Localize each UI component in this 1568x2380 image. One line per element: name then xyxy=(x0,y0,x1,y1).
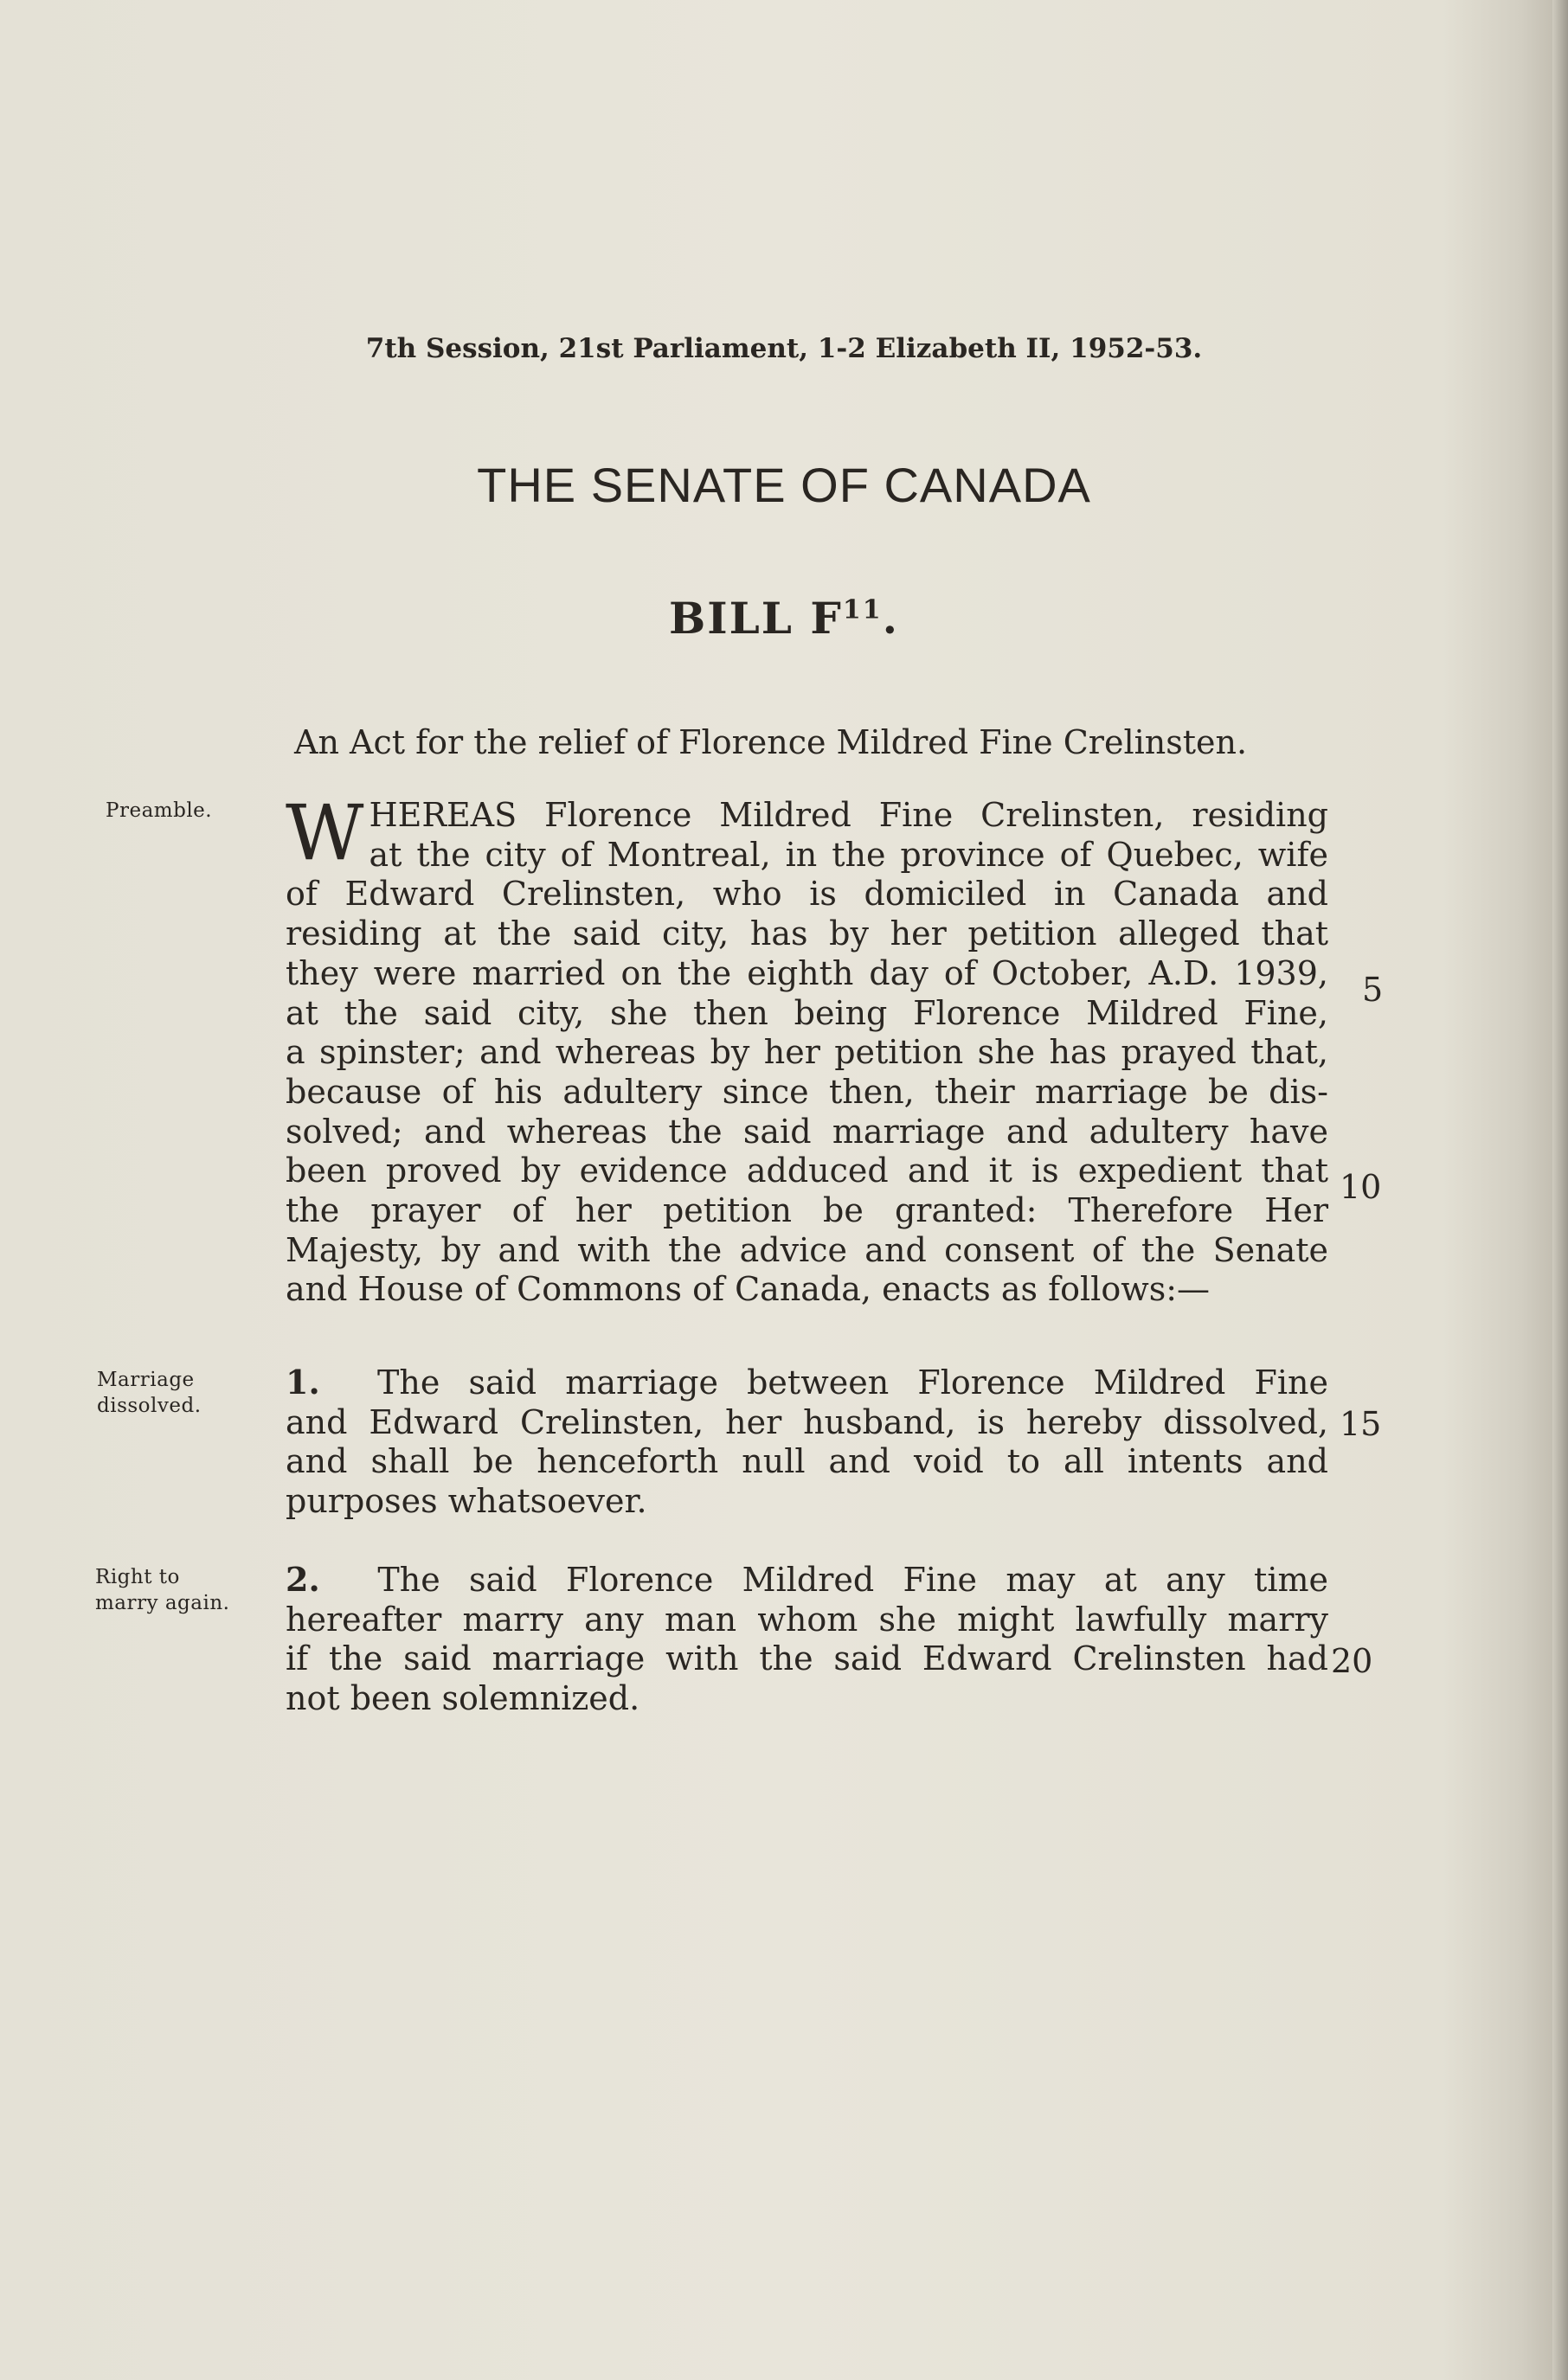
line-number: 15 xyxy=(1340,1405,1382,1443)
section-line: if the said marriage with the said Edward Crelinsten had xyxy=(286,1639,1328,1678)
section-text: The said Florence Mildred Fine may at any time xyxy=(377,1561,1328,1599)
section-1-paragraph xyxy=(286,1363,1328,1522)
preamble-line: at the city of Montreal, in the province of Quebec, wife xyxy=(369,835,1328,874)
margin-note-line: Marriage xyxy=(97,1369,195,1391)
preamble-line: a spinster; and whereas by her petition she has prayed that, xyxy=(286,1033,1328,1072)
margin-note-marriage-dissolved xyxy=(97,1367,202,1419)
margin-note-right-to-marry xyxy=(95,1564,229,1616)
section-number: 2. xyxy=(286,1560,320,1599)
preamble-line: residing at the said city, has by her petition alleged that xyxy=(286,914,1328,953)
line-number: 5 xyxy=(1362,971,1384,1009)
preamble-line: at the said city, she then being Florence Mildred Fine, xyxy=(286,993,1328,1032)
preamble-line: solved; and whereas the said marriage and adultery have xyxy=(286,1112,1328,1151)
preamble-line: Majesty, by and with the advice and consent of the Senate xyxy=(286,1230,1328,1269)
section-line: not been solemnized. xyxy=(286,1679,640,1718)
preamble-line: HEREAS Florence Mildred Fine Crelinsten, residing xyxy=(369,796,1328,834)
section-line xyxy=(286,1363,1328,1403)
section-line xyxy=(286,1560,1328,1601)
senate-title: THE SENATE OF CANADA xyxy=(477,458,1091,512)
section-line: and shall be henceforth null and void to all intents and xyxy=(286,1442,1328,1481)
line-number: 10 xyxy=(1340,1168,1382,1206)
session-line: 7th Session, 21st Parliament, 1-2 Elizabeth II, 1952-53. xyxy=(365,333,1203,364)
bill-period: . xyxy=(882,593,900,644)
section-line: hereafter marry any man whom she might lawfully marry xyxy=(286,1600,1328,1639)
preamble-line: been proved by evidence adduced and it is expedient that xyxy=(286,1152,1328,1190)
margin-note-line: marry again. xyxy=(95,1592,230,1614)
bill-main: BILL F xyxy=(668,593,843,644)
preamble-line: of Edward Crelinsten, who is domiciled in Canada and xyxy=(286,875,1328,914)
section-line: purposes whatsoever. xyxy=(286,1482,647,1521)
section-line: and Edward Crelinsten, her husband, is hereby dissolved, xyxy=(286,1402,1328,1441)
margin-note-preamble: Preamble. xyxy=(106,799,213,822)
margin-note-line: Right to xyxy=(95,1566,180,1588)
act-title: An Act for the relief of Florence Mildred Fine Crelinsten. xyxy=(294,723,1248,761)
preamble-line: because of his adultery since then, their marriage be dis- xyxy=(286,1072,1328,1111)
preamble-paragraph xyxy=(286,788,1328,1310)
section-number: 1. xyxy=(286,1363,320,1402)
preamble-line: and House of Commons of Canada, enacts as follows:— xyxy=(286,1270,1211,1309)
margin-note-line: dissolved. xyxy=(97,1395,202,1417)
line-number: 20 xyxy=(1331,1642,1373,1680)
bill-number: 11 xyxy=(842,594,883,625)
preamble-line: the prayer of her petition be granted: Therefore Her xyxy=(286,1191,1328,1230)
bill-title xyxy=(0,593,1568,644)
section-2-paragraph xyxy=(286,1560,1328,1719)
drop-cap: W xyxy=(286,788,364,877)
section-text: The said marriage between Florence Mildred Fine xyxy=(377,1363,1328,1402)
preamble-line: they were married on the eighth day of October, A.D. 1939, xyxy=(286,953,1328,992)
